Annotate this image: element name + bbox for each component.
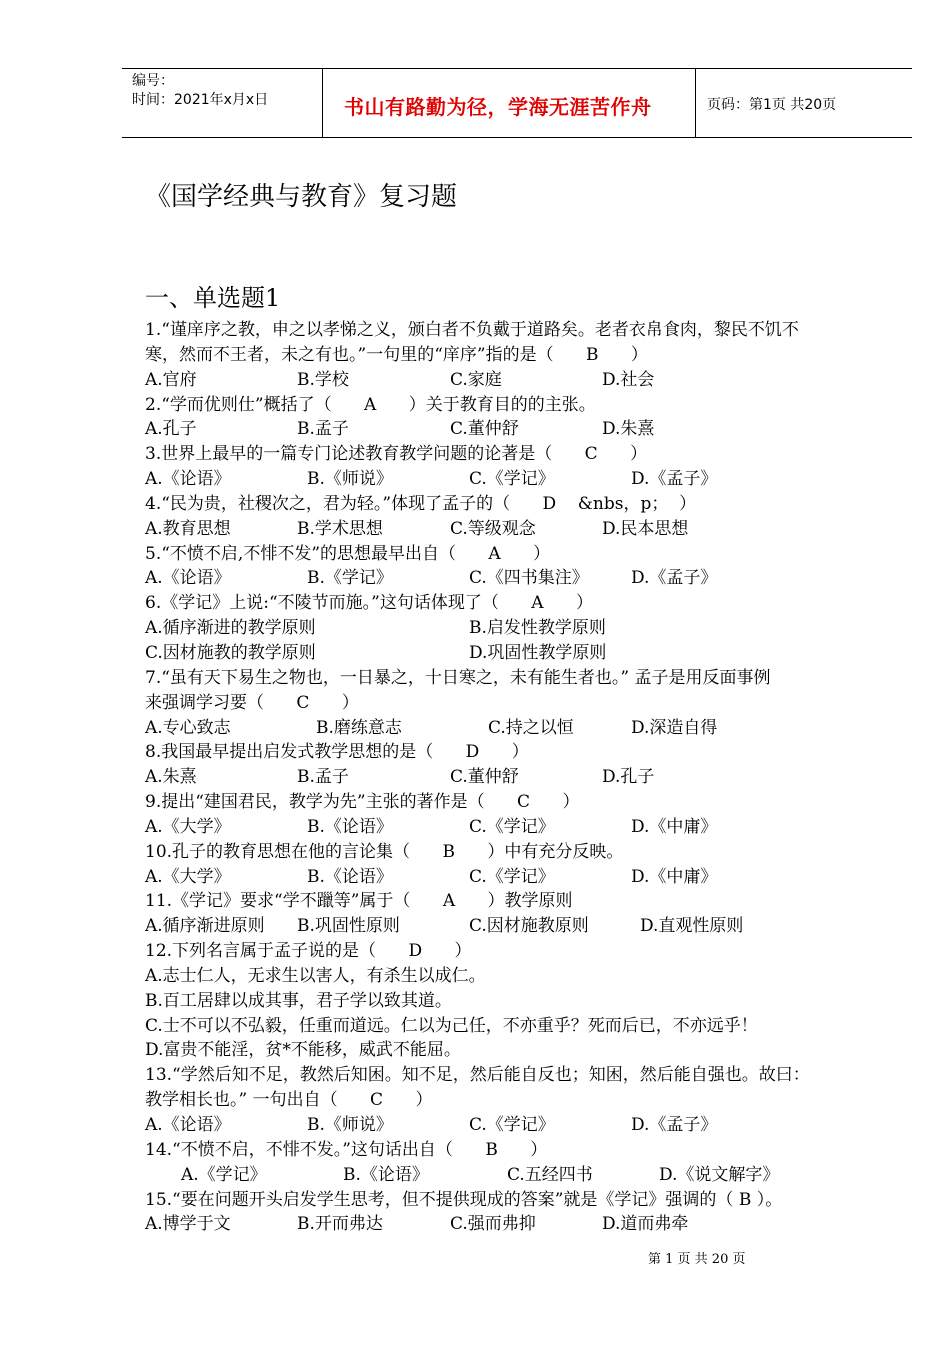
option-a: A.孔子 [145,419,197,440]
option-d: D.《孟子》 [631,469,718,490]
option-b: B.《学记》 [307,568,393,589]
options-row [145,865,905,890]
option-a: A.循序渐进的教学原则 [145,618,316,639]
document-title: 《国学经典与教育》复习题 [145,182,458,212]
option-b: B.百工居肆以成其事，君子学以致其道。 [145,990,452,1011]
option-d: D.民本思想 [602,518,689,539]
header-divider [695,69,696,137]
options-row [145,1163,905,1188]
question-text: 3.世界上最早的一篇专门论述教育教学问题的论著是（ C ） [145,444,648,465]
question-text: 5.“不愤不启,不悱不发”的思想最早出自（ A ） [145,543,551,564]
option-c: C.强而弗抑 [450,1214,536,1235]
option-c: C.持之以恒 [488,717,574,738]
options-row [145,815,905,840]
option-c: C.等级观念 [450,518,536,539]
options-row [145,1113,905,1138]
option-a: A.《论语》 [145,1115,231,1135]
options-row [145,517,905,542]
option-b: B.学校 [297,369,349,390]
option-b: B.《论语》 [307,866,393,887]
option-d: D.巩固性教学原则 [469,642,607,663]
option-a: A.《论语》 [145,469,231,490]
header-meta [132,72,268,110]
option-d: D.孔子 [602,767,655,788]
option-c: C.因材施教原则 [469,916,589,937]
option-b: B.《论语》 [307,816,393,837]
option-a: A.《大学》 [145,816,231,837]
option-b: B.巩固性原则 [297,916,400,937]
option-c: C.《学记》 [469,469,555,490]
option-d: D.富贵不能淫，贫*不能移，威武不能屈。 [145,1040,461,1061]
option-a: A.博学于文 [145,1214,231,1235]
option-c: C.《学记》 [469,866,555,887]
option-d: D.直观性原则 [640,916,744,937]
option-b: B.孟子 [297,767,349,788]
question-text: 13.“学然后知不足，教然后知困。知不足，然后能自反也；知困，然后能自强也。故曰： [145,1065,810,1086]
question-text: 10.孔子的教育思想在他的言论集（ B ）中有充分反映。 [145,841,624,862]
option-a: A.朱熹 [145,767,197,788]
option-d: D.社会 [602,369,655,390]
options-row [145,417,905,442]
section-title: 一、单选题1 [145,284,281,312]
option-d: D.深造自得 [631,717,718,738]
option-d: D.道而弗牵 [602,1214,689,1235]
header-page-info: 页码：第1页 共20页 [707,97,837,113]
option-b: B.磨练意志 [316,717,402,738]
option-d: D.《中庸》 [631,816,718,837]
option-b: B.开而弗达 [297,1214,383,1235]
option-c: C.五经四书 [507,1164,593,1185]
option-b: B.孟子 [297,419,349,440]
option-c: C.董仲舒 [450,419,519,440]
option-d: D.《说文解字》 [659,1164,780,1185]
option-a: A.官府 [145,369,197,390]
header-motto: 书山有路勤为径，学海无涯苦作舟 [344,95,652,119]
page-footer: 第 1 页 共 20 页 [648,1252,746,1267]
question-text: 7.“虽有天下易生之物也，一日暴之，十日寒之，未有能生者也。” 孟子是用反面事例 [145,667,771,688]
question-text: 教学相长也。” 一句出自（ C ） [145,1090,433,1111]
option-b: B.启发性教学原则 [469,618,606,639]
options-row [145,765,905,790]
option-c: C.《学记》 [469,1115,555,1135]
question-text: 12.下列名言属于孟子说的是（ D ） [145,941,472,962]
question-text: 1.“谨庠序之教，申之以孝悌之义，颁白者不负戴于道路矣。老者衣帛食肉，黎民不饥不 [145,320,799,340]
option-a: A.《大学》 [145,866,231,887]
option-a: A.循序渐进原则 [145,916,265,937]
option-b: B.《论语》 [343,1164,429,1185]
option-a: A.教育思想 [145,518,231,539]
time-label: 时间：2021年x月x日 [132,92,269,108]
option-c: C.家庭 [450,369,502,390]
options-row [145,467,905,492]
question-text: 11.《学记》要求“学不躐等”属于（ A ）教学原则 [145,891,573,912]
options-row [145,368,905,393]
question-text: 2.“学而优则仕”概括了（ A ）关于教育目的的主张。 [145,394,596,415]
question-text: 9.提出“建国君民，教学为先”主张的著作是（ C ） [145,792,580,813]
options-row [145,641,905,666]
option-c: C.《学记》 [469,816,555,837]
options-row [145,1212,905,1237]
question-text: 14.“不愤不启，不悱不发。”这句话出自（ B ） [145,1139,548,1160]
option-d: D.《孟子》 [631,568,718,589]
options-row [145,616,905,641]
option-b: B.《师说》 [307,1115,393,1135]
option-a: A.志士仁人，无求生以害人，有杀生以成仁。 [145,965,486,986]
option-a: A.专心致志 [145,717,231,738]
header-divider [322,69,323,137]
option-b: B.《师说》 [307,469,393,490]
option-d: D.《中庸》 [631,866,718,887]
question-text: 寒，然而不王者，未之有也。”一句里的“庠序”指的是（ B ） [145,344,648,365]
option-c: C.董仲舒 [450,767,519,788]
page-header [122,68,912,138]
options-row [145,716,905,741]
options-row [145,914,905,939]
option-d: D.《孟子》 [631,1115,718,1135]
question-text: 4.“民为贵，社稷次之，君为轻。”体现了孟子的（ D &nbs，p； ） [145,493,697,514]
option-c: C.《四书集注》 [469,568,589,589]
options-row [145,566,905,591]
option-a: A.《论语》 [145,568,231,589]
option-b: B.学术思想 [297,518,383,539]
question-text: 15.“要在问题开头启发学生思考，但不提供现成的答案”就是《学记》强调的（ B ）。 [145,1189,783,1210]
question-text: 6.《学记》上说:“不陵节而施。”这句话体现了（ A ） [145,593,593,614]
code-label: 编号： [132,73,174,89]
question-text: 来强调学习要（ C ） [145,692,359,713]
option-c: C.因材施教的教学原则 [145,642,316,663]
question-text: 8.我国最早提出启发式教学思想的是（ D ） [145,742,529,763]
option-c: C.士不可以不弘毅，任重而道远。仁以为己任，不亦重乎？死而后已，不亦远乎！ [145,1015,758,1036]
option-a: A.《学记》 [181,1164,267,1185]
option-d: D.朱熹 [602,419,655,440]
question-list [145,318,905,1237]
